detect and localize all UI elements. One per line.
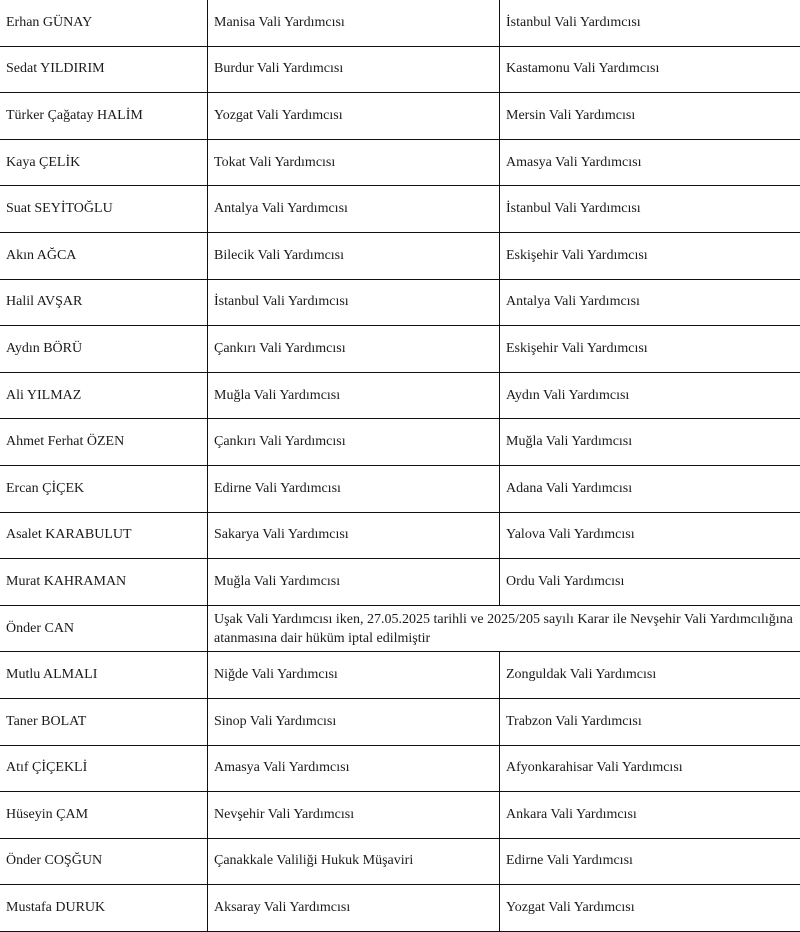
name-cell: Önder COŞĞUN [0, 838, 208, 885]
new-post-cell: Muğla Vali Yardımcısı [500, 419, 800, 466]
current-post-cell: Çanakkale Valiliği Hukuk Müşaviri [208, 838, 500, 885]
new-post-cell: Ordu Vali Yardımcısı [500, 559, 800, 606]
current-post-cell: Burdur Vali Yardımcısı [208, 46, 500, 93]
name-cell: Ali YILMAZ [0, 372, 208, 419]
current-post-cell: İstanbul Vali Yardımcısı [208, 279, 500, 326]
name-cell: Taner BOLAT [0, 698, 208, 745]
new-post-cell: Trabzon Vali Yardımcısı [500, 698, 800, 745]
new-post-cell: İstanbul Vali Yardımcısı [500, 0, 800, 46]
new-post-cell: Adana Vali Yardımcısı [500, 465, 800, 512]
current-post-cell: Muğla Vali Yardımcısı [208, 372, 500, 419]
current-post-cell: Yozgat Vali Yardımcısı [208, 93, 500, 140]
new-post-cell: Aydın Vali Yardımcısı [500, 372, 800, 419]
new-post-cell: Kastamonu Vali Yardımcısı [500, 46, 800, 93]
table-row [0, 232, 800, 279]
current-post-cell: Çankırı Vali Yardımcısı [208, 326, 500, 373]
table-row [0, 419, 800, 466]
new-post-cell: Eskişehir Vali Yardımcısı [500, 232, 800, 279]
new-post-cell: Zonguldak Vali Yardımcısı [500, 652, 800, 699]
new-post-cell: Yalova Vali Yardımcısı [500, 512, 800, 559]
current-post-cell: Çankırı Vali Yardımcısı [208, 419, 500, 466]
name-cell: Mustafa DURUK [0, 885, 208, 932]
new-post-cell: Ankara Vali Yardımcısı [500, 792, 800, 839]
table-row-special [0, 605, 800, 652]
name-cell: Ahmet Ferhat ÖZEN [0, 419, 208, 466]
name-cell: Aydın BÖRÜ [0, 326, 208, 373]
current-post-cell: Tokat Vali Yardımcısı [208, 139, 500, 186]
current-post-cell: Edirne Vali Yardımcısı [208, 465, 500, 512]
table-row [0, 698, 800, 745]
current-post-cell: Nevşehir Vali Yardımcısı [208, 792, 500, 839]
table-row [0, 559, 800, 606]
table-row [0, 885, 800, 932]
name-cell: Hüseyin ÇAM [0, 792, 208, 839]
name-cell: Akın AĞCA [0, 232, 208, 279]
current-post-cell: Antalya Vali Yardımcısı [208, 186, 500, 233]
new-post-cell: Yozgat Vali Yardımcısı [500, 885, 800, 932]
table-row [0, 279, 800, 326]
new-post-cell: İstanbul Vali Yardımcısı [500, 186, 800, 233]
current-post-cell: Manisa Vali Yardımcısı [208, 0, 500, 46]
table-row [0, 465, 800, 512]
name-cell: Türker Çağatay HALİM [0, 93, 208, 140]
current-post-cell: Sinop Vali Yardımcısı [208, 698, 500, 745]
name-cell: Halil AVŞAR [0, 279, 208, 326]
table-row [0, 0, 800, 46]
new-post-cell: Amasya Vali Yardımcısı [500, 139, 800, 186]
name-cell: Mutlu ALMALI [0, 652, 208, 699]
name-cell: Sedat YILDIRIM [0, 46, 208, 93]
name-cell: Suat SEYİTOĞLU [0, 186, 208, 233]
new-post-cell: Afyonkarahisar Vali Yardımcısı [500, 745, 800, 792]
name-cell: Önder CAN [0, 605, 208, 652]
table-row [0, 838, 800, 885]
table-row [0, 326, 800, 373]
new-post-cell: Eskişehir Vali Yardımcısı [500, 326, 800, 373]
table-row [0, 139, 800, 186]
name-cell: Murat KAHRAMAN [0, 559, 208, 606]
new-post-cell: Edirne Vali Yardımcısı [500, 838, 800, 885]
table-row [0, 186, 800, 233]
current-post-cell: Sakarya Vali Yardımcısı [208, 512, 500, 559]
name-cell: Kaya ÇELİK [0, 139, 208, 186]
current-post-cell: Niğde Vali Yardımcısı [208, 652, 500, 699]
name-cell: Ercan ÇİÇEK [0, 465, 208, 512]
table-row [0, 745, 800, 792]
new-post-cell: Mersin Vali Yardımcısı [500, 93, 800, 140]
name-cell: Erhan GÜNAY [0, 0, 208, 46]
new-post-cell: Antalya Vali Yardımcısı [500, 279, 800, 326]
table-row [0, 792, 800, 839]
table-row [0, 46, 800, 93]
current-post-cell: Aksaray Vali Yardımcısı [208, 885, 500, 932]
table-row [0, 652, 800, 699]
table-row [0, 372, 800, 419]
current-post-cell: Amasya Vali Yardımcısı [208, 745, 500, 792]
name-cell: Atıf ÇİÇEKLİ [0, 745, 208, 792]
current-post-cell: Bilecik Vali Yardımcısı [208, 232, 500, 279]
table-row [0, 93, 800, 140]
annulment-note-cell: Uşak Vali Yardımcısı iken, 27.05.2025 tarihli ve 2025/205 sayılı Karar ile Nevşehir Vali Yardımcılığına atanmasına dair hüküm iptal edilmiştir [208, 605, 800, 652]
current-post-cell: Muğla Vali Yardımcısı [208, 559, 500, 606]
name-cell: Asalet KARABULUT [0, 512, 208, 559]
table-row [0, 512, 800, 559]
